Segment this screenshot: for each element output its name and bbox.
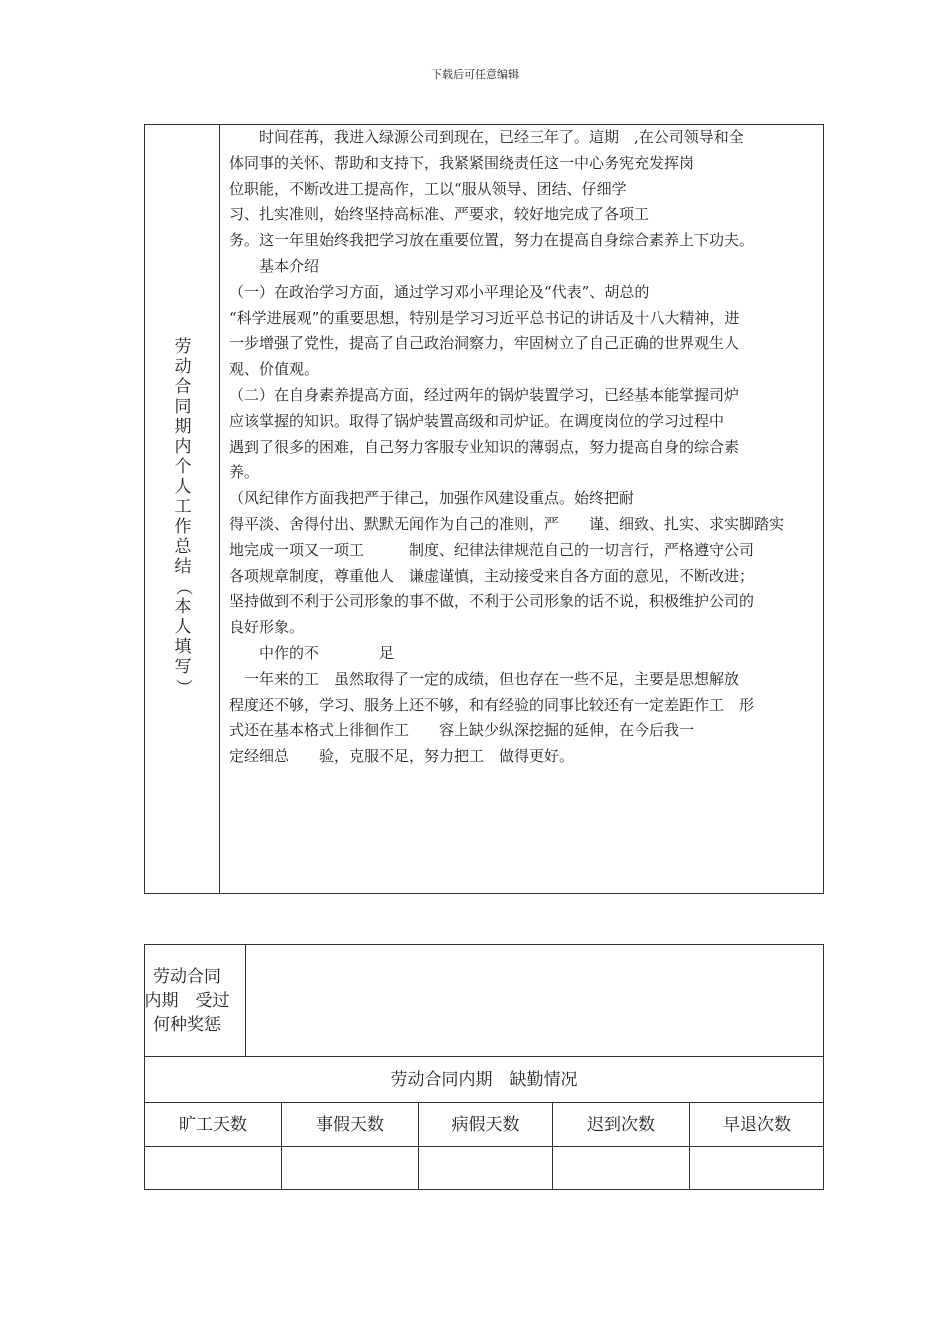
rewards-row: [145, 945, 823, 1057]
summary-text-line: 地完成一项又一项工 制度、纪律法律规范自己的一切言行，严格遵守公司: [229, 540, 755, 559]
summary-label-char: 同: [174, 397, 192, 417]
value-early-leave: [690, 1147, 824, 1190]
summary-label-char: （: [173, 578, 193, 596]
summary-text-line: 习、扎实准则，始终坚持高标准、严要求，较好地完成了各项工: [229, 205, 650, 224]
summary-text-line: 观、价值观。: [229, 360, 320, 379]
summary-text-line: 体同事的关怀、帮助和支持下，我紧紧围绕责任这一中心务宪充发挥岗: [229, 153, 695, 172]
summary-vertical-label: [169, 337, 197, 697]
summary-text-line: “科学进展观”的重要思想，特别是学习习近平总书记的讲话及十八大精神，进: [229, 308, 740, 327]
summary-label-char: 人: [174, 617, 192, 637]
col-header-late-count: 迟到次数: [553, 1103, 690, 1147]
summary-text-line: 养。: [229, 463, 260, 482]
summary-text-line: 各项规章制度，尊重他人 谦虚谨慎，主动接受来自各方面的意见，不断改进；: [229, 566, 755, 585]
summary-label-cell: [145, 125, 220, 893]
absence-grid: [145, 1103, 823, 1190]
summary-text-line: （风纪律作方面我把严于律己，加强作风建设重点。始终把耐: [229, 489, 635, 508]
summary-label-char: 内: [174, 437, 192, 457]
summary-text-line: 务。这一年里始终我把学习放在重要位置，努力在提高自身综合素养上下功夫。: [229, 231, 755, 250]
summary-label-char: 个: [174, 457, 192, 477]
summary-text-line: 中作的不 足: [229, 643, 395, 662]
summary-label-char: 动: [174, 357, 192, 377]
col-header-absent-days: 旷工天数: [145, 1103, 282, 1147]
summary-label-char: 期: [174, 417, 192, 437]
summary-label-char: 写: [174, 657, 192, 677]
work-summary-table: [144, 124, 824, 894]
summary-label-char: 工: [174, 497, 192, 517]
rewards-divider: [245, 945, 246, 1056]
summary-content-cell: [229, 125, 819, 770]
page-header-note: 下载后可任意编辑: [431, 68, 519, 81]
rewards-label-line-3: 何种奖惩: [153, 1015, 221, 1035]
summary-text-line: 良好形象。: [229, 618, 305, 637]
value-sick-leave: [419, 1147, 553, 1190]
summary-text-line: 一步增强了党性，提高了自己政治洞察力，牢固树立了自己正确的世界观生人: [229, 334, 740, 353]
summary-text-line: 式还在基本格式上徘徊作工 容上缺少纵深挖掘的延伸，在今后我一: [229, 721, 695, 740]
rewards-label-line-1: 劳动合同: [153, 967, 221, 987]
summary-text-line: 程度还不够，学习、服务上还不够，和有经验的同事比较还有一定差距作工 形: [229, 695, 755, 714]
summary-label-char: 人: [174, 477, 192, 497]
rewards-label: [137, 965, 237, 1037]
summary-label-char: 总: [174, 537, 192, 557]
summary-text-line: 时间荏苒，我进入绿源公司到现在，已经三年了。這期 ,在公司领导和全: [229, 128, 744, 146]
col-header-personal-leave: 事假天数: [282, 1103, 419, 1147]
value-late-count: [553, 1147, 690, 1190]
summary-label-char: 结: [174, 557, 192, 577]
summary-text-line: （一）在政治学习方面，通过学习邓小平理论及“代表”、胡总的: [229, 282, 650, 301]
summary-label-char: 填: [174, 637, 192, 657]
rewards-label-line-2: 内期 受过: [144, 991, 230, 1011]
summary-text-line: 坚持做到不利于公司形象的事不做，不利于公司形象的话不说，积极维护公司的: [229, 592, 755, 611]
summary-text-line: 一年来的工 虽然取得了一定的成绩，但也存在一些不足，主要是思想解放: [229, 669, 740, 688]
value-absent-days: [145, 1147, 282, 1190]
summary-text-line: 应该掌握的知识。取得了锅炉装置高级和司炉证。在调度岗位的学习过程中: [229, 411, 725, 430]
col-header-early-leave: 早退次数: [690, 1103, 824, 1147]
summary-text-line: 遇到了很多的困难，自己努力客服专业知识的薄弱点，努力提高自身的综合素: [229, 437, 740, 456]
absence-title: 劳动合同内期 缺勤情况: [145, 1057, 823, 1103]
summary-text-line: 定经细总 验，克服不足，努力把工 做得更好。: [229, 747, 575, 766]
summary-label-char: 本: [174, 597, 192, 617]
summary-label-char: 合: [174, 377, 192, 397]
summary-text-line: （二）在自身素养提高方面，经过两年的锅炉装置学习，已经基本能掌握司炉: [229, 385, 740, 404]
summary-label-char: ）: [173, 678, 193, 696]
summary-text-line: 位职能，不断改进工提高作，工以“服从领导、团结、仔细学: [229, 179, 627, 198]
summary-text-line: 基本介绍: [229, 256, 320, 275]
rewards-absence-table: [144, 944, 824, 1190]
col-header-sick-leave: 病假天数: [419, 1103, 553, 1147]
summary-label-char: 作: [174, 517, 192, 537]
summary-label-char: 劳: [174, 337, 192, 357]
value-personal-leave: [282, 1147, 419, 1190]
summary-text-line: 得平淡、舍得付出、默默无闻作为自己的准则，严 谨、细致、扎实、求实脚踏实: [229, 514, 785, 533]
